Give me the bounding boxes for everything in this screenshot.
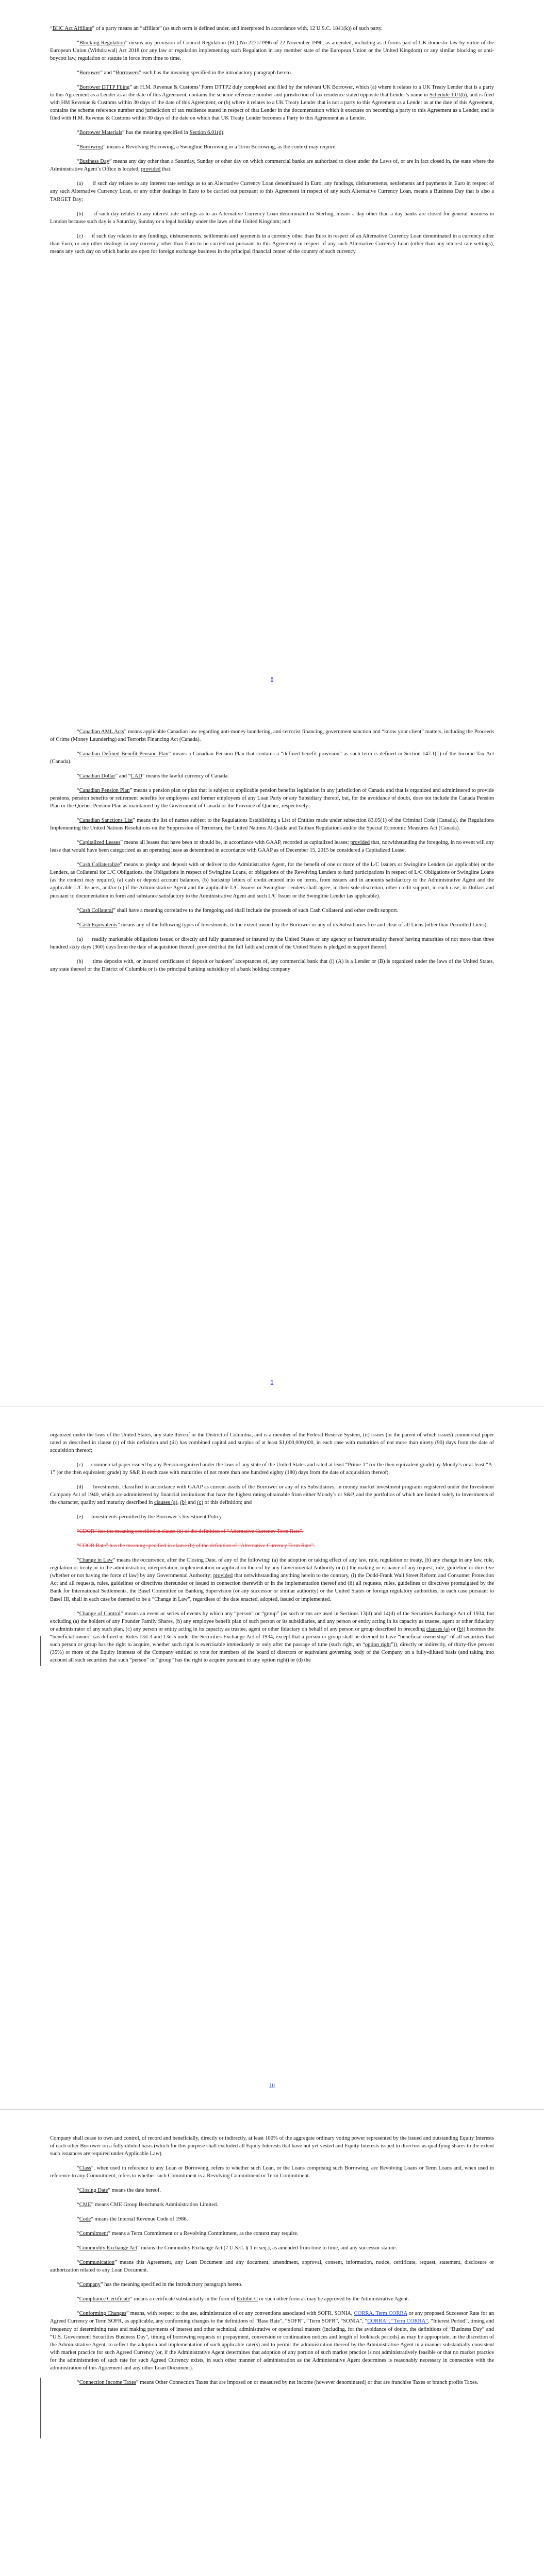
definition-paragraph: “Blocking Regulation” means any provision of Council Regulation (EC) No 2271/1996 of 22 November 1996, as amended, including as it forms part of UK domestic law by virtue of the European Union (Withdrawal) Act 2018 (or any law or regulation implementing such Regulation in any member state of the European Union or the United Kingdom) or any similar blocking or anti-boycott law, regulation or statute in force from time to time. (50, 40, 494, 62)
definition-paragraph: “Communication” means this Agreement, any Loan Document and any document, amendment, approval, consent, information, notice, certificate, request, statement, disclosure or authorization related to any Loan Document. (50, 2260, 494, 2274)
definition-paragraph: “Class”, when used in reference to any Loan or Borrowing, refers to whether such Loan, or the Loans comprising such Borrowing, are Revolving Loans or Term Loans and, when used in reference to any Commitment, refers to whether such Commitment is a Revolving Commitment or Term Commitment. (50, 2165, 494, 2179)
revision-bar (40, 1636, 41, 1666)
definition-paragraph: “Borrower Materials” has the meaning specified in Section 6.01(d). (77, 130, 225, 136)
page-body (50, 728, 494, 973)
definition-paragraph: (b) if such day relates to any interest rate settings as to an Alternative Currency Loan denominated in Sterling, means a day other than a day banks are closed for general business in London because such day is a Saturday, Sunday or a legal holiday under the laws of the United Kingdom; and (50, 211, 494, 225)
definition-paragraph: (c) commercial paper issued by any Person organized under the laws of any state of the United States and rated at least “Prime-1” (or the then equivalent grade) by Moody’s or at least “A-1” (or the then equivalent grade) by S&P, in each case with maturities of not more than one hundred eighty (180) days from the date of acquisition thereof; (50, 1462, 494, 1476)
definition-paragraph: “Capitalized Leases” means all leases that have been or should be, in accordance with GAAP, recorded as capitalized leases; provided that, notwithstanding the foregoing, in no event will any lease that would have been categorized as an operating lease as determined in accordance with GAAP as of December 15, 2015 be considered a Capitalized Lease. (50, 840, 494, 854)
page-body (50, 1431, 494, 1664)
definition-paragraph: “Cash Collateral” shall have a meaning correlative to the foregoing and shall include the proceeds of such Cash Collateral and other credit support. (77, 907, 399, 913)
page-number: 8 (270, 676, 274, 682)
definition-paragraph: (d) Investments, classified in accordance with GAAP as current assets of the Borrower or any of its Subsidiaries, in money market investment programs registered under the Investment Company Act of 1940, which are administered by financial institutions that have the highest rating obtainable from either Moody’s or S&P, and the portfolios of which are limited solely to Investments of the character, quality and maturity described in clauses (a), (b) and (c) of this definition; and (50, 1484, 494, 1506)
definition-paragraph: “Canadian AML Acts” means applicable Canadian law regarding anti-money laundering, anti-terrorist financing, government sanction and “know your client” matters, including the Proceeds of Crime (Money Laundering) and Terrorist Financing Act (Canada). (50, 729, 494, 743)
document-page-8 (0, 0, 544, 703)
definition-paragraph: (a) readily marketable obligations issued or directly and fully guaranteed or insured by the United States or any agency or instrumentality thereof having maturities of not more than three hundred sixty days (360) days from the date of acquisition thereof; provided that the full faith and credit of the United States is pledged in support thereof; (50, 936, 494, 950)
page-body (50, 25, 494, 256)
definition-paragraph: “Code” means the Internal Revenue Code of 1986. (77, 2216, 188, 2223)
definition-paragraph: “Change in Law” means the occurrence, after the Closing Date, of any of the following: (a) the adoption or taking effect of any law, rule, regulation or treaty, (b) any change in any law, rule, regulation or treaty or in the administration, interpretation, implementation or application thereof by any Governmental Authority or (c) the making or issuance of any request, rule, guideline or directive (whether or not having the force of law) by any Governmental Authority; provided that notwithstanding anything herein to the contrary, (i) the Dodd-Frank Wall Street Reform and Consumer Protection Act and all requests, rules, guidelines or directives thereunder or issued in connection therewith or in the implementation thereof and (ii) all requests, rules, guidelines or directives promulgated by the Bank for International Settlements, the Basel Committee on Banking Supervision (or any successor or similar authority) or the United States or foreign regulatory authorities, in each case pursuant to Basel III, shall in each case be deemed to be a “Change in Law”, regardless of the date enacted, adopted, issued or implemented. (50, 1557, 494, 1602)
definition-paragraph: “Canadian Pension Plan” means a pension plan or plan that is subject to applicable pension benefits legislation in any jurisdiction of Canada and that is organized and administered to provide pensions, pension benefits or retirement benefits for employees and former employees of any Loan Party or any Subsidiary thereof, but, for the avoidance of doubt, does not include the Canada Pension Plan or the Quebec Pension Plan as maintained by the Government of Canada or the Province of Quebec, respectively. (50, 788, 494, 809)
document-page-10 (0, 1406, 544, 2110)
page-number: 9 (270, 1379, 274, 1385)
definition-paragraph: Company shall cease to own and control, of record and beneficially, directly or indirectly, at least 100% of the aggregate ordinary voting power represented by the issued and outstanding Equity Interests of each other Borrower on a fully diluted basis (which for this purpose shall excluded all Equity Interests that have not yet vested and Equity Interests issued to directors as qualifying shares to the extent such issuances are required under Applicable Law). (50, 2136, 494, 2157)
definition-paragraph: “Commitment” means a Term Commitment or a Revolving Commitment, as the context may require. (77, 2231, 299, 2237)
document-page-11 (0, 2110, 544, 2576)
definition-paragraph: (e) Investments permitted by the Borrower’s Investment Policy. (77, 1514, 223, 1520)
definition-paragraph: “CDOR Rate” has the meaning specified in clause (b) of the definition of “Alternative Currency Term Rate”. (77, 1543, 315, 1549)
definition-paragraph: “Cash Collateralize” means to pledge and deposit with or deliver to the Administrative Agent, for the benefit of one or more of the L/C Issuers or Swingline Lenders (as applicable) or the Lenders, as Collateral for L/C Obligations, the Obligations in respect of Swingline Loans, or obligations of the Revolving Lenders to fund participations in respect of L/C Obligations or Swingline Loans (as the context may require), (a) cash or deposit account balances, (b) backstop letters of credit entered into on terms, from issuers and in amounts satisfactory to the Administrative Agent and the applicable L/C Issuers, and/or (c) if the Administrative Agent and the applicable L/C Issuers or Swingline Lenders shall agree, in their sole discretion, other credit support, in each case, in Dollars and pursuant to documentation in form and substance satisfactory to the Administrative Agent and such L/C Issuer or the Swingline Lender (as applicable). (50, 862, 494, 899)
definition-paragraph: “Compliance Certificate” means a certificate substantially in the form of Exhibit C or such other form as may be approved by the Administrative Agent. (77, 2296, 409, 2302)
definition-paragraph: “Borrower DTTP Filing” an H.M. Revenue & Customs’ Form DTTP2 duly completed and filed by the relevant UK Borrower, which (a) where it relates to a UK Treaty Lender that is a party to this Agreement as a Lender as at the date of this Agreement, contains the scheme reference number and jurisdiction of tax residence stated opposite that Lender’s name in Schedule 1.01(b), and is filed with HM Revenue & Customs within 30 days of the date of this Agreement; or (b) where it relates to a UK Treaty Lender that is not a party to this Agreement as a Lender as at the date of this Agreement, contains the scheme reference number and jurisdiction of tax residence stated in respect of that Lender in the documentation which it executes on becoming a party to this Agreement as a Lender, and is filed with H.M. Revenue & Customs within 30 days of the date on which that UK Treaty Lender becomes a Party to this Agreement as a Lender. (50, 84, 494, 122)
definition-paragraph: “CME” means CME Group Benchmark Administration Limited. (77, 2202, 218, 2208)
page-body (50, 2134, 494, 2386)
definition-paragraph: “Company” has the meaning specified in the introductory paragraph hereto. (77, 2282, 243, 2288)
definition-paragraph: organized under the laws of the United States, any state thereof or the District of Columbia, and is a member of the Federal Reserve System, (ii) issues (or the parent of which issues) commercial paper rated as described in clause (c) of this definition and (iii) has combined capital and surplus of at least $1,000,000,000, in each case with maturities of not more than ninety (90) days from the date of acquisition thereof; (50, 1432, 494, 1454)
definition-paragraph: “BHC Act Affiliate” of a party means an “affiliate” (as such term is defined under, and interpreted in accordance with, 12 U.S.C. 1841(k)) of such party. (50, 26, 383, 31)
revision-bar (40, 2378, 41, 2438)
definition-paragraph: “Business Day” means any day other than a Saturday, Sunday or other day on which commercial banks are authorized to close under the Laws of, or are in fact closed in, the state where the Administrative Agent’s Office is located; provided that: (50, 159, 494, 173)
definition-paragraph: “Connection Income Taxes” means Other Connection Taxes that are imposed on or measured by net income (however denominated) or that are franchise Taxes or branch profits Taxes. (77, 2379, 479, 2385)
definition-paragraph: “Change of Control” means an event or series of events by which any “person” or “group” (as such terms are used in Sections 13(d) and 14(d) of the Securities Exchange Act of 1934, but excluding (a) the holders of any Founder Family Shares, (b) any employee benefit plan of such person or its subsidiaries, and any person or entity acting in its capacity as trustee, agent or other fiduciary or administrator of any such plan, (c) any person or entity acting in its capacity as trustee, agent or other fiduciary on behalf of any person or group described in preceding clauses (a) or (b)) becomes the “beneficial owner” (as defined in Rules 13d-3 and 13d-5 under the Securities Exchange Act of 1934, except that a person or group shall be deemed to have “beneficial ownership” of all securities that such person or group has the right to acquire, whether such right is exercisable immediately or only after the passage of time (such right, an “option right”)), directly or indirectly, of thirty-five percent (35%) or more of the Equity Interests of the Company entitled to vote for members of the board of directors or equivalent governing body of the Company on a fully-diluted basis (and taking into account all such securities that such “person” or “group” has the right to acquire pursuant to any option right) or (d) the (50, 1611, 494, 1663)
definition-paragraph: “CDOR” has the meaning specified in clause (b) of the definition of “Alternative Currency Term Rate”. (77, 1529, 304, 1535)
definition-paragraph: (c) if such day relates to any fundings, disbursements, settlements and payments in a currency other than Euro in respect of an Alternative Currency Loan denominated in a currency other than Euro, or any other dealings in any currency other than Euro to be carried out pursuant to this Agreement in respect of any such Alternative Currency Loan (other than any interest rate settings), means any such day on which banks are open for foreign exchange business in the principal financial center of the country of such currency. (50, 233, 494, 255)
definition-paragraph: “Conforming Changes” means, with respect to the use, administration of or any conventions associated with SOFR, SONIA, CORRA, Term CORRA or any proposed Successor Rate for an Agreed Currency or Term SOFR, as applicable, any conforming changes to the definitions of “Base Rate”, “SOFR”, “Term SOFR”, “SONIA”, “CORRA”, “Term CORRA”, “Interest Period”, timing and frequency of determining rates and making payments of interest and other technical, administrative or operational matters (including, for the avoidance of doubt, the definitions of “Business Day” and “U.S. Government Securities Business Day”, timing of borrowing requests or prepayment, conversion or continuation notices and length of lookback periods) as may be appropriate, in the discretion of the Administrative Agent, to reflect the adoption and implementation of such applicable rate(s) and to permit the administration thereof by the Administrative Agent in a manner substantially consistent with market practice for such Agreed Currency (or, if the Administrative Agent determines that adoption of any portion of such market practice is not administratively feasible or that no market practice for the administration of such rate for such Agreed Currency exists, in such other manner of administration as the Administrative Agent determines is reasonably necessary in connection with the administration of this Agreement and any other Loan Document). (50, 2311, 494, 2371)
definition-paragraph: (a) if such day relates to any interest rate settings as to an Alternative Currency Loan denominated in Euro, any fundings, disbursements, settlements and payments in Euro in respect of any such Alternative Currency Loan, or any other dealings in Euro to be carried out pursuant to this Agreement in respect of any such Alternative Currency Loan, means a Business Day that is also a TARGET Day; (50, 181, 494, 202)
definition-paragraph: “Canadian Dollar” and “CAD” means the lawful currency of Canada. (77, 773, 229, 779)
definition-paragraph: “Closing Date” means the date hereof. (77, 2188, 161, 2194)
definition-paragraph: “Canadian Sanctions List” means the list of names subject to the Regulations Establishing a List of Entities made under subsection 83.05(1) of the Criminal Code (Canada), the Regulations Implementing the United Nations Resolutions on the Suppression of Terrorism, the United Nations Al-Qaida and Taliban Regulations and/or the Special Economic Measures Act (Canada). (50, 818, 494, 832)
definition-paragraph: (b) time deposits with, or insured certificates of deposit or bankers’ acceptances of, any commercial bank that (i) (A) is a Lender or (B) is organized under the laws of the United States, any state thereof or the District of Columbia or is the principal banking subsidiary of a bank holding company (50, 958, 494, 972)
definition-paragraph: “Cash Equivalents” means any of the following types of Investments, to the extent owned by the Borrower or any of its Subsidiaries free and clear of all Liens (other than Permitted Liens): (77, 922, 488, 928)
definition-paragraph: “Borrower” and “Borrowers” each has the meaning specified in the introductory paragraph hereto. (77, 70, 292, 76)
definition-paragraph: “Borrowing” means a Revolving Borrowing, a Swingline Borrowing or a Term Borrowing, as the context may require. (77, 144, 337, 150)
document-page-9 (0, 703, 544, 1406)
definition-paragraph: “Canadian Defined Benefit Pension Plan” means a Canadian Pension Plan that contains a “defined benefit provision” as such term is defined in Section 147.1(1) of the Income Tax Act (Canada). (50, 751, 494, 765)
page-number: 10 (269, 2082, 275, 2089)
definition-paragraph: “Commodity Exchange Act” means the Commodity Exchange Act (7 U.S.C. § 1 et seq.), as amended from time to time, and any successor statute. (77, 2245, 397, 2251)
